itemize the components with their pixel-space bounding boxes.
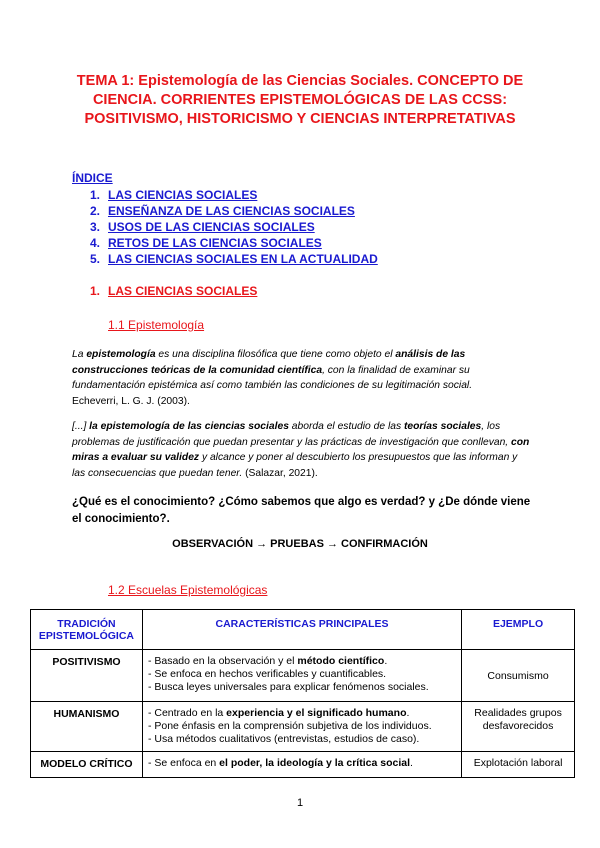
characteristics: - Se enfoca en el poder, la ideología y la crítica social. [142,752,461,778]
schools-table [30,609,575,778]
table-row [31,650,575,702]
index-list [90,187,378,267]
index-item-link[interactable]: RETOS DE LAS CIENCIAS SOCIALES [108,236,322,250]
index-heading[interactable]: ÍNDICE [72,171,113,185]
index-item-1[interactable] [90,187,378,203]
section-1-heading [90,284,257,298]
key-questions: ¿Qué es el conocimiento? ¿Cómo sabemos que algo es verdad? y ¿De dónde viene el conocimiento?. [72,496,531,525]
table-row [31,702,575,752]
index-item-link[interactable]: USOS DE LAS CIENCIAS SOCIALES [108,220,315,234]
subsection-escuelas: 1.2 Escuelas Epistemológicas [108,583,268,597]
tradition-name: POSITIVISMO [31,650,143,702]
example: Consumismo [462,650,575,702]
header-example: EJEMPLO [462,610,575,650]
index-item-5[interactable] [90,251,378,267]
header-tradition: TRADICIÓN EPISTEMOLÓGICA [31,610,143,650]
index-item-link[interactable]: ENSEÑANZA DE LAS CIENCIAS SOCIALES [108,204,355,218]
index-item-number: 2. [90,204,101,218]
index-item-link[interactable]: LAS CIENCIAS SOCIALES EN LA ACTUALIDAD [108,252,378,266]
tradition-name: MODELO CRÍTICO [31,752,143,778]
citation: (Salazar, 2021). [242,467,318,479]
subsection-epistemologia: 1.1 Epistemología [108,318,205,332]
method-flow: OBSERVACIÓN → PRUEBAS → CONFIRMACIÓN [172,538,428,550]
index-item-number: 5. [90,252,101,266]
page-number: 1 [296,797,304,809]
index-item-4[interactable] [90,235,378,251]
section-title: LAS CIENCIAS SOCIALES [108,284,258,298]
index-item-link[interactable]: LAS CIENCIAS SOCIALES [108,188,258,202]
example: Explotación laboral [462,752,575,778]
example: Realidades grupos desfavorecidos [462,702,575,752]
table-row [31,752,575,778]
index-item-3[interactable] [90,219,378,235]
characteristics: - Centrado en la experiencia y el significado humano. - Pone énfasis en la comprensión subjetiva de los individuos. - Usa métodos cualitativos (entrevistas, estudios de caso). [142,702,461,752]
tradition-name: HUMANISMO [31,702,143,752]
document-title: TEMA 1: Epistemología de las Ciencias Sociales. CONCEPTO DE CIENCIA. CORRIENTES EPISTEMOLÓGICAS DE LAS CCSS: POSITIVISMO, HISTORICISMO Y CIENCIAS INTERPRETATIVAS [76,73,524,127]
index-item-number: 3. [90,220,101,234]
index-item-number: 1. [90,188,101,202]
quote-echeverri: La epistemología es una disciplina filosófica que tiene como objeto el análisis de las construcciones teóricas de la comunidad científica, con la finalidad de examinar su fundamentación epistémica así como también las condiciones de su legitimación social. Echeverri, L. G. J. (2003). [72,349,473,407]
index-item-number: 4. [90,236,101,250]
citation: Echeverri, L. G. J. (2003). [72,395,190,407]
characteristics: - Basado en la observación y el método científico. - Se enfoca en hechos verificables y cuantificables. - Busca leyes universales para explicar fenómenos sociales. [142,650,461,702]
quote-salazar: [...] la epistemología de las ciencias sociales aborda el estudio de las teorías sociales, los problemas de justificación que puedan presentar y las prácticas de investigación que conllevan, con miras a evaluar su validez y alcance y poner al descubierto los presupuestos que las informan y las consecuencias que puedan tener. (Salazar, 2021). [72,421,530,479]
table-header-row [31,610,575,650]
index-item-2[interactable] [90,203,378,219]
header-characteristics: CARACTERÍSTICAS PRINCIPALES [142,610,461,650]
section-number: 1. [90,284,101,298]
